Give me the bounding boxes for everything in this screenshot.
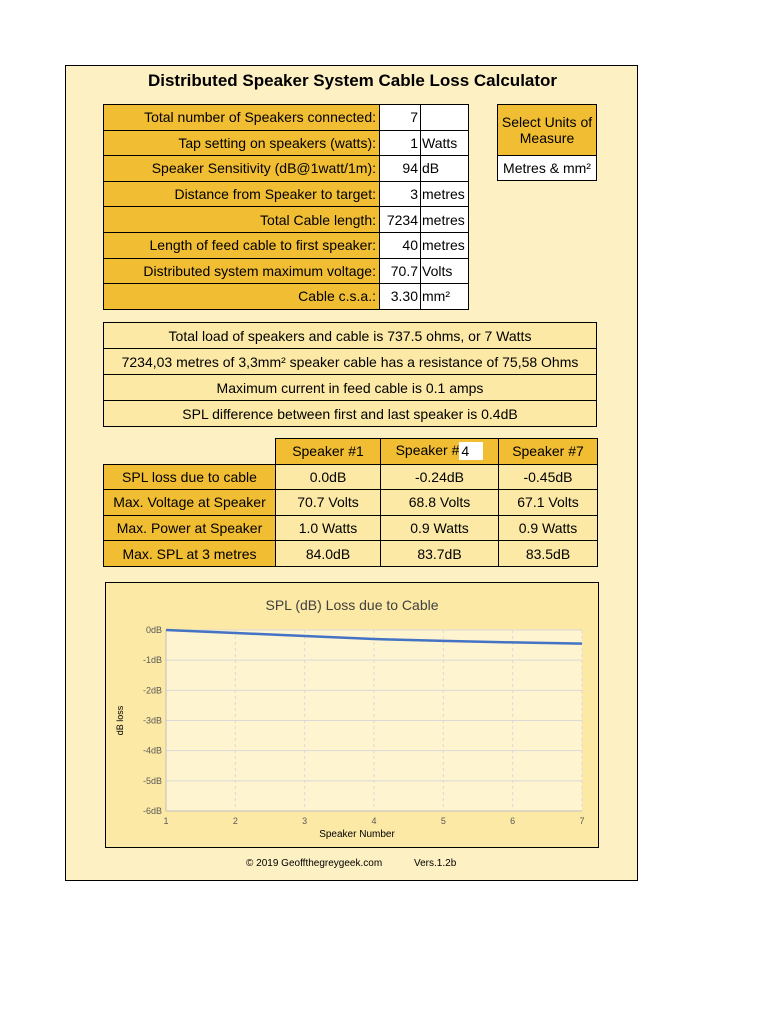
y-tick-label: -3dB (142, 715, 162, 726)
input-label: Length of feed cable to first speaker: (104, 232, 380, 258)
speaker-table (103, 438, 598, 567)
table-cell: 68.8 Volts (381, 490, 499, 516)
y-tick-label: -2dB (142, 685, 162, 696)
table-row (104, 541, 598, 567)
input-label: Distributed system maximum voltage: (104, 258, 380, 284)
table-cell: 0.9 Watts (499, 515, 598, 541)
input-row-voltage (104, 258, 469, 284)
x-tick-label: 7 (579, 816, 585, 826)
row-label: Max. SPL at 3 metres (104, 541, 276, 567)
input-unit: mm² (421, 284, 469, 310)
input-row-tap (104, 130, 469, 156)
input-unit (421, 105, 469, 131)
input-unit: dB (421, 156, 469, 182)
y-tick-label: -5dB (142, 775, 162, 786)
input-row-sensitivity (104, 156, 469, 182)
distance-input[interactable]: 3 (380, 181, 421, 207)
units-selector (497, 104, 597, 181)
page-title: Distributed Speaker System Cable Loss Calculator (147, 71, 558, 90)
x-tick-label: 2 (232, 816, 238, 826)
chart-title: SPL (dB) Loss due to Cable (265, 597, 439, 613)
empty-corner (104, 439, 276, 465)
table-cell: 0.0dB (276, 464, 381, 490)
table-row (104, 515, 598, 541)
input-label: Cable c.s.a.: (104, 284, 380, 310)
row-label: Max. Voltage at Speaker (104, 490, 276, 516)
input-row-feed-length (104, 232, 469, 258)
tap-setting-input[interactable]: 1 (380, 130, 421, 156)
result-spl-difference: SPL difference between first and last speaker is 0.4dB (104, 401, 597, 427)
input-row-distance (104, 181, 469, 207)
sensitivity-input[interactable]: 94 (380, 156, 421, 182)
table-row (104, 464, 598, 490)
speaker-middle-label: Speaker # (395, 442, 460, 459)
input-table (103, 104, 469, 310)
row-label: Max. Power at Speaker (104, 515, 276, 541)
input-unit: Volts (421, 258, 469, 284)
speaker-header-row (104, 439, 598, 465)
input-label: Tap setting on speakers (watts): (104, 130, 380, 156)
input-label: Total Cable length: (104, 207, 380, 233)
input-row-speakers (104, 105, 469, 131)
table-row (104, 490, 598, 516)
speaker-middle-header (381, 439, 499, 465)
input-unit: metres (421, 232, 469, 258)
table-cell: 0.9 Watts (381, 515, 499, 541)
y-tick-label: 0dB (145, 625, 162, 635)
x-tick-label: 3 (302, 816, 308, 826)
input-label: Speaker Sensitivity (dB@1watt/1m): (104, 156, 380, 182)
table-cell: 83.7dB (381, 541, 499, 567)
calculator-sheet (65, 65, 638, 881)
results-table (103, 322, 597, 427)
table-cell: 84.0dB (276, 541, 381, 567)
max-voltage-input[interactable]: 70.7 (380, 258, 421, 284)
input-unit: metres (421, 181, 469, 207)
result-cable-resistance: 7234,03 metres of 3,3mm² speaker cable has a resistance of 75,58 Ohms (104, 349, 597, 375)
y-axis-label: dB loss (115, 705, 125, 736)
table-cell: -0.24dB (381, 464, 499, 490)
chart-svg (106, 583, 598, 847)
x-tick-label: 6 (510, 816, 516, 826)
units-header: Select Units of Measure (498, 105, 597, 156)
input-unit: metres (421, 207, 469, 233)
spl-loss-chart (105, 582, 599, 848)
table-cell: -0.45dB (499, 464, 598, 490)
cable-length-input[interactable]: 7234 (380, 207, 421, 233)
x-tick-label: 5 (440, 816, 446, 826)
version-text: Vers.1.2b (414, 858, 457, 869)
result-max-current: Maximum current in feed cable is 0.1 amps (104, 375, 597, 401)
table-cell: 83.5dB (499, 541, 598, 567)
input-label: Distance from Speaker to target: (104, 181, 380, 207)
input-row-cable-length (104, 207, 469, 233)
speakers-count-input[interactable]: 7 (380, 105, 421, 131)
y-tick-label: -6dB (142, 806, 162, 816)
x-tick-label: 4 (371, 816, 377, 826)
x-axis-label: Speaker Number (319, 829, 395, 840)
feed-length-input[interactable]: 40 (380, 232, 421, 258)
y-tick-label: -4dB (142, 745, 162, 756)
speaker-last-header: Speaker #7 (499, 439, 598, 465)
x-tick-label: 1 (163, 816, 169, 826)
y-tick-label: -1dB (142, 655, 162, 666)
speaker-first-header: Speaker #1 (276, 439, 381, 465)
result-total-load: Total load of speakers and cable is 737.5 ohms, or 7 Watts (104, 323, 597, 349)
units-dropdown[interactable]: Metres & mm² (498, 156, 597, 181)
table-cell: 67.1 Volts (499, 490, 598, 516)
middle-speaker-input[interactable] (459, 442, 483, 460)
input-label: Total number of Speakers connected: (104, 105, 380, 131)
input-unit: Watts (421, 130, 469, 156)
table-cell: 1.0 Watts (276, 515, 381, 541)
row-label: SPL loss due to cable (104, 464, 276, 490)
cable-csa-input[interactable]: 3.30 (380, 284, 421, 310)
input-row-csa (104, 284, 469, 310)
table-cell: 70.7 Volts (276, 490, 381, 516)
copyright-text: © 2019 Geoffthegreygeek.com (246, 858, 383, 869)
